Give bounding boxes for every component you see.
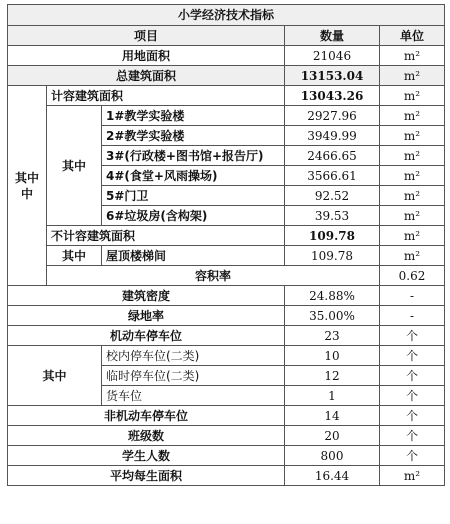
row-unit: 个 [380,386,445,406]
qizhong-main-text-2: 中 [20,186,33,201]
row-label: 4#(食堂+风雨操场) [102,166,285,186]
row-unit: - [380,306,445,326]
table-row [8,446,445,466]
header-unit: 单位 [380,26,445,46]
row-value: 1 [285,386,380,406]
table-row [8,466,445,486]
row-value: 3949.99 [285,126,380,146]
table-row [8,246,445,266]
row-value: 39.53 [285,206,380,226]
row-unit: m² [380,126,445,146]
row-label: 临时停车位(二类) [102,366,285,386]
table-row [8,426,445,446]
row-value: 21046 [285,46,380,66]
header-qty: 数量 [285,26,380,46]
qizhong-main-label [8,86,47,286]
table-title-row [8,5,445,26]
row-value: 2927.96 [285,106,380,126]
table-row [8,66,445,86]
row-label: 学生人数 [8,446,285,466]
row-unit: 个 [380,346,445,366]
row-unit: m² [380,166,445,186]
row-value: 20 [285,426,380,446]
row-value: 24.88% [285,286,380,306]
row-value: 92.52 [285,186,380,206]
qizhong-main-text-1: 其中 [14,170,39,185]
row-label: 非机动车停车位 [8,406,285,426]
row-label: 货车位 [102,386,285,406]
row-unit: m² [380,86,445,106]
row-value: 2466.65 [285,146,380,166]
row-unit: 个 [380,446,445,466]
row-label: 2#教学实验楼 [102,126,285,146]
table-row [8,286,445,306]
row-value: 800 [285,446,380,466]
row-value: 35.00% [285,306,380,326]
row-value: 109.78 [285,246,380,266]
row-unit: - [380,286,445,306]
row-label: 6#垃圾房(含构架) [102,206,285,226]
row-label: 总建筑面积 [8,66,285,86]
indicator-table [7,4,445,486]
row-value: 109.78 [285,226,380,246]
row-unit: m² [380,106,445,126]
row-unit: m² [380,66,445,86]
row-value: 10 [285,346,380,366]
row-unit: m² [380,206,445,226]
row-label: 容积率 [47,266,380,286]
table-row [8,266,445,286]
row-unit: 个 [380,406,445,426]
row-value: 16.44 [285,466,380,486]
row-value: 3566.61 [285,166,380,186]
row-label: 5#门卫 [102,186,285,206]
header-item: 项目 [8,26,285,46]
row-label: 绿地率 [8,306,285,326]
table-row [8,226,445,246]
indicator-table-wrapper [7,4,444,486]
uncounted-qizhong-label: 其中 [47,246,102,266]
row-label: 用地面积 [8,46,285,66]
table-row [8,346,445,366]
row-value: 13043.26 [285,86,380,106]
table-row [8,406,445,426]
table-row [8,306,445,326]
row-unit: m² [380,46,445,66]
row-unit: m² [380,246,445,266]
qizhong-sub-label: 其中 [47,106,102,226]
row-unit: m² [380,186,445,206]
table-row [8,46,445,66]
row-label: 班级数 [8,426,285,446]
table-row [8,326,445,346]
table-row [8,106,445,126]
row-label: 1#教学实验楼 [102,106,285,126]
row-label: 计容建筑面积 [47,86,285,106]
parking-qizhong-label: 其中 [8,346,102,406]
row-value: 0.62 [380,266,445,286]
table-title: 小学经济技术指标 [8,5,445,26]
table-row [8,86,445,106]
row-value: 13153.04 [285,66,380,86]
row-label: 校内停车位(二类) [102,346,285,366]
table-header-row [8,26,445,46]
row-unit: 个 [380,426,445,446]
row-unit: 个 [380,366,445,386]
row-value: 12 [285,366,380,386]
row-label: 建筑密度 [8,286,285,306]
row-label: 屋顶楼梯间 [102,246,285,266]
row-label: 3#(行政楼+图书馆+报告厅) [102,146,285,166]
row-label: 机动车停车位 [8,326,285,346]
row-unit: 个 [380,326,445,346]
row-value: 23 [285,326,380,346]
row-value: 14 [285,406,380,426]
row-unit: m² [380,466,445,486]
row-unit: m² [380,146,445,166]
row-unit: m² [380,226,445,246]
row-label: 平均每生面积 [8,466,285,486]
row-label: 不计容建筑面积 [47,226,285,246]
